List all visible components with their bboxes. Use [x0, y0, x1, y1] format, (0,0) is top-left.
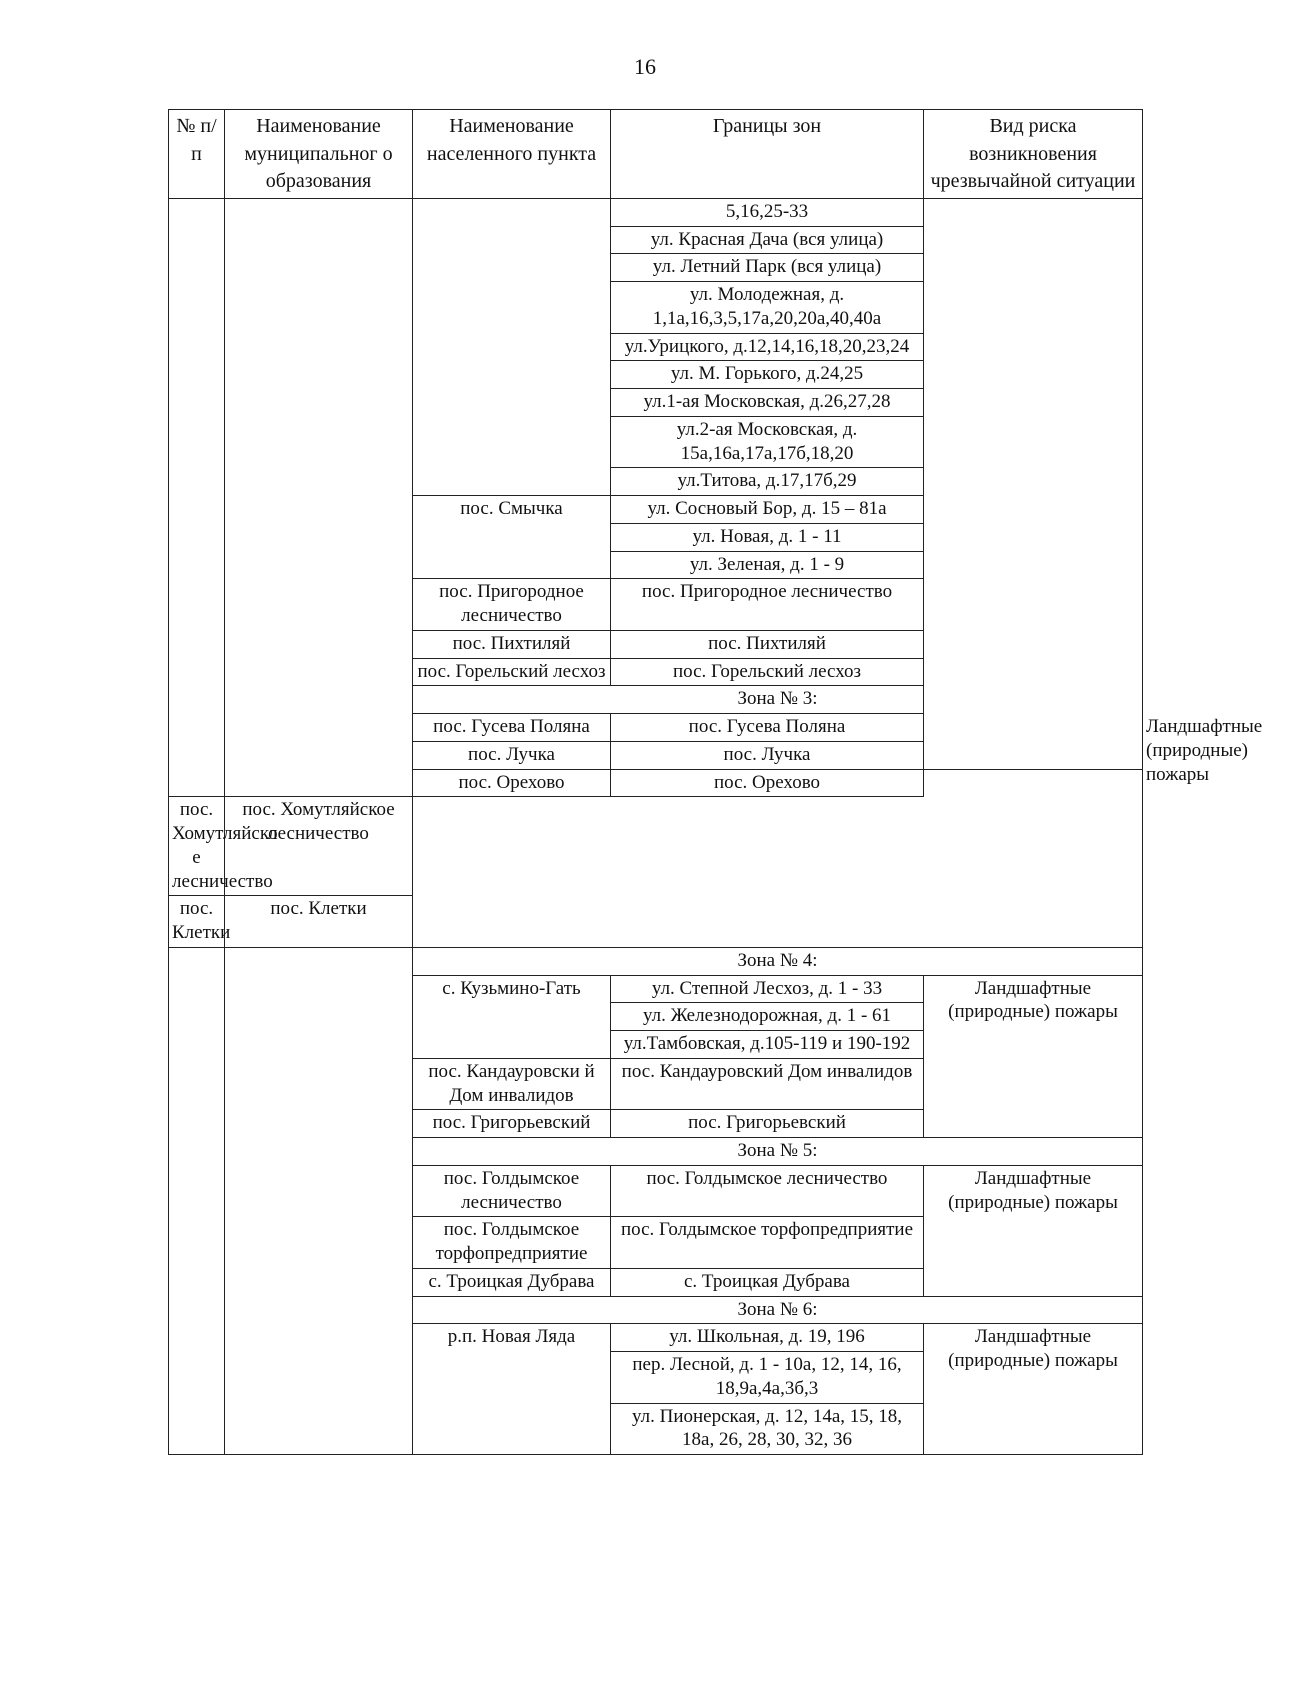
border-cell: ул. Пионерская, д. 12, 14а, 15, 18, 18а, 26, 28, 30, 32, 36 [611, 1403, 924, 1455]
municipality-cell [225, 947, 413, 1454]
border-cell: пос. Хомутляйское лесничество [225, 797, 413, 896]
header-number: № п/п [169, 110, 225, 199]
settlement-cell: пос. Орехово [413, 769, 611, 797]
table-row [169, 198, 1143, 226]
border-cell: пос. Лучка [611, 741, 924, 769]
number-cell [169, 947, 225, 1454]
settlement-cell: пос. Пригородное лесничество [413, 579, 611, 631]
header-borders: Границы зон [611, 110, 924, 199]
border-cell: ул.Тамбовская, д.105-119 и 190-192 [611, 1031, 924, 1059]
settlement-cell: пос. Смычка [413, 496, 611, 579]
number-cell [169, 198, 225, 797]
settlement-cell [413, 198, 611, 495]
header-municipality: Наименование муниципальног о образования [225, 110, 413, 199]
border-cell: ул. Летний Парк (вся улица) [611, 254, 924, 282]
settlement-cell: пос. Хомутляйско е лесничество [169, 797, 225, 896]
settlement-cell: с. Кузьмино-Гать [413, 975, 611, 1058]
risk-cell: Ландшафтные (природные) пожары [924, 1165, 1143, 1296]
border-cell: ул. Красная Дача (вся улица) [611, 226, 924, 254]
border-cell: пос. Голдымское лесничество [611, 1165, 924, 1217]
zone-title: Зона № 3: [413, 686, 1143, 714]
border-cell: ул. М. Горького, д.24,25 [611, 361, 924, 389]
border-cell: пос. Пригородное лесничество [611, 579, 924, 631]
risk-cell: Ландшафтные (природные) пожары [924, 1324, 1143, 1455]
zone-header-row [169, 947, 1143, 975]
border-cell: пос. Орехово [611, 769, 924, 797]
settlement-cell: пос. Клетки [169, 896, 225, 948]
header-settlement: Наименование населенного пункта [413, 110, 611, 199]
settlement-cell: пос. Лучка [413, 741, 611, 769]
settlement-cell: пос. Кандауровски й Дом инвалидов [413, 1058, 611, 1110]
table-row: пос. Гусева Поляна пос. Гусева Поляна Ландшафтные (природные) пожары [169, 714, 1143, 742]
settlement-cell: пос. Голдымское лесничество [413, 1165, 611, 1217]
border-cell: ул. Молодежная, д. 1,1а,16,3,5,17а,20,20а,40,40а [611, 282, 924, 334]
border-cell: пос. Пихтиляй [611, 630, 924, 658]
border-cell: 5,16,25-33 [611, 198, 924, 226]
risk-cell: Ландшафтные (природные) пожары [924, 975, 1143, 1138]
border-cell: ул. Зеленая, д. 1 - 9 [611, 551, 924, 579]
border-cell: ул. Степной Лесхоз, д. 1 - 33 [611, 975, 924, 1003]
page-number: 16 [634, 54, 656, 79]
border-cell: с. Троицкая Дубрава [611, 1268, 924, 1296]
table-row [169, 896, 1143, 948]
border-cell: пос. Кандауровский Дом инвалидов [611, 1058, 924, 1110]
zone-title: Зона № 5: [413, 1138, 1143, 1166]
settlement-cell: с. Троицкая Дубрава [413, 1268, 611, 1296]
border-cell: ул.Титова, д.17,17б,29 [611, 468, 924, 496]
table-row [169, 797, 1143, 896]
settlement-cell: пос. Горельский лесхоз [413, 658, 611, 686]
settlement-cell: пос. Пихтиляй [413, 630, 611, 658]
border-cell: ул. Сосновый Бор, д. 15 – 81а [611, 496, 924, 524]
table-header-row [169, 110, 1143, 199]
settlement-cell: пос. Голдымское торфопредприятие [413, 1217, 611, 1269]
border-cell: ул. Железнодорожная, д. 1 - 61 [611, 1003, 924, 1031]
settlement-cell: р.п. Новая Ляда [413, 1324, 611, 1455]
border-cell: пос. Клетки [225, 896, 413, 948]
zone-title: Зона № 4: [413, 947, 1143, 975]
municipality-cell [225, 198, 413, 797]
border-cell: пос. Горельский лесхоз [611, 658, 924, 686]
border-cell: ул. Новая, д. 1 - 11 [611, 523, 924, 551]
border-cell: ул.2-ая Московская, д. 15а,16а,17а,17б,18,20 [611, 416, 924, 468]
border-cell: ул.1-ая Московская, д.26,27,28 [611, 389, 924, 417]
settlement-cell: пос. Гусева Поляна [413, 714, 611, 742]
border-cell: пос. Голдымское торфопредприятие [611, 1217, 924, 1269]
border-cell: ул.Урицкого, д.12,14,16,18,20,23,24 [611, 333, 924, 361]
settlement-cell: пос. Григорьевский [413, 1110, 611, 1138]
border-cell: пос. Григорьевский [611, 1110, 924, 1138]
zone-title: Зона № 6: [413, 1296, 1143, 1324]
zones-table [168, 109, 1263, 1455]
border-cell: пос. Гусева Поляна [611, 714, 924, 742]
header-risk: Вид риска возникновения чрезвычайной ситуации [924, 110, 1143, 199]
border-cell: пер. Лесной, д. 1 - 10а, 12, 14, 16, 18,9а,4а,3б,3 [611, 1352, 924, 1404]
risk-cell [924, 198, 1143, 769]
border-cell: ул. Школьная, д. 19, 196 [611, 1324, 924, 1352]
